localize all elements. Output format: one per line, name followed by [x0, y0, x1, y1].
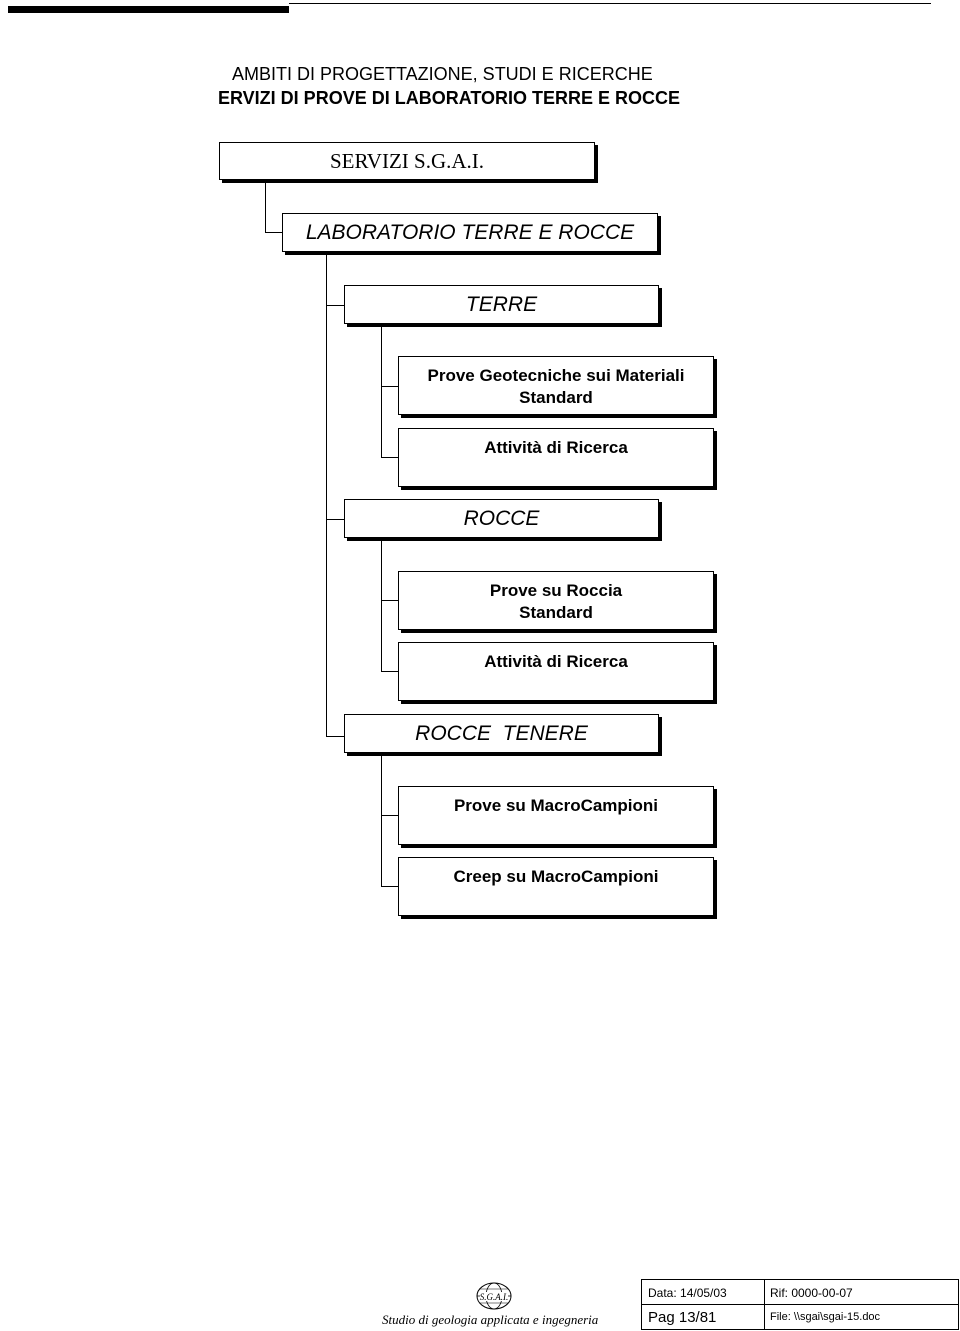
connector: [381, 323, 382, 458]
lab-label: LABORATORIO TERRE E ROCCE: [305, 220, 635, 244]
item-line: Prove Geotecniche sui Materiali: [427, 366, 685, 385]
connector: [265, 180, 266, 232]
top-rule-thin: [289, 3, 931, 4]
connector: [381, 753, 382, 887]
terre-item-box: [398, 428, 714, 487]
item-line: Attività di Ricerca: [484, 652, 628, 671]
item-line: Prove su MacroCampioni: [453, 796, 659, 815]
footer-date: Data: 14/05/03: [648, 1286, 727, 1300]
rocce-box: [344, 499, 659, 538]
item-line: Creep su MacroCampioni: [453, 867, 659, 886]
connector: [326, 252, 327, 737]
rocce-item-box: [398, 642, 714, 701]
connector: [381, 457, 399, 458]
studio-name: Studio di geologia applicata e ingegneria: [382, 1312, 599, 1327]
root-label: SERVIZI S.G.A.I.: [329, 148, 485, 173]
rocce-tenere-box: [344, 714, 659, 753]
terre-label: TERRE: [465, 292, 538, 316]
connector: [381, 386, 399, 387]
rocce-tenere-item-box: [398, 786, 714, 845]
connector: [381, 538, 382, 672]
table-divider: [642, 1304, 958, 1305]
connector: [381, 671, 399, 672]
footer-page: Pag 13/81: [648, 1309, 717, 1326]
item-line: Attività di Ricerca: [484, 438, 628, 457]
connector: [326, 736, 344, 737]
item-line: Prove su Roccia: [489, 581, 623, 600]
rocce-label: ROCCE: [463, 506, 540, 530]
footer-info-table: [641, 1279, 959, 1330]
item-line: Standard: [519, 603, 593, 622]
root-box: [219, 142, 595, 180]
connector: [381, 815, 399, 816]
item-line: Standard: [519, 388, 593, 407]
terre-box: [344, 285, 659, 324]
connector: [265, 232, 282, 233]
lab-box: [282, 213, 658, 252]
company-logo: [475, 1281, 513, 1316]
footer-file: File: \\sgai\sgai-15.doc: [770, 1311, 881, 1323]
top-rule-thick: [8, 6, 289, 13]
logo-text: S.G.A.I.: [479, 1292, 509, 1302]
connector: [326, 305, 344, 306]
header-line-1: AMBITI DI PROGETTAZIONE, STUDI E RICERCHE: [232, 64, 653, 84]
terre-item-box: [398, 356, 714, 415]
connector: [381, 886, 399, 887]
footer-ref: Rif: 0000-00-07: [770, 1286, 853, 1300]
header-line-2: ERVIZI DI PROVE DI LABORATORIO TERRE E ROCCE: [218, 88, 681, 108]
connector: [381, 600, 399, 601]
rocce-tenere-item-box: [398, 857, 714, 916]
rocce-item-box: [398, 571, 714, 630]
connector: [326, 519, 344, 520]
rocce-tenere-label: ROCCE TENERE: [415, 721, 588, 745]
